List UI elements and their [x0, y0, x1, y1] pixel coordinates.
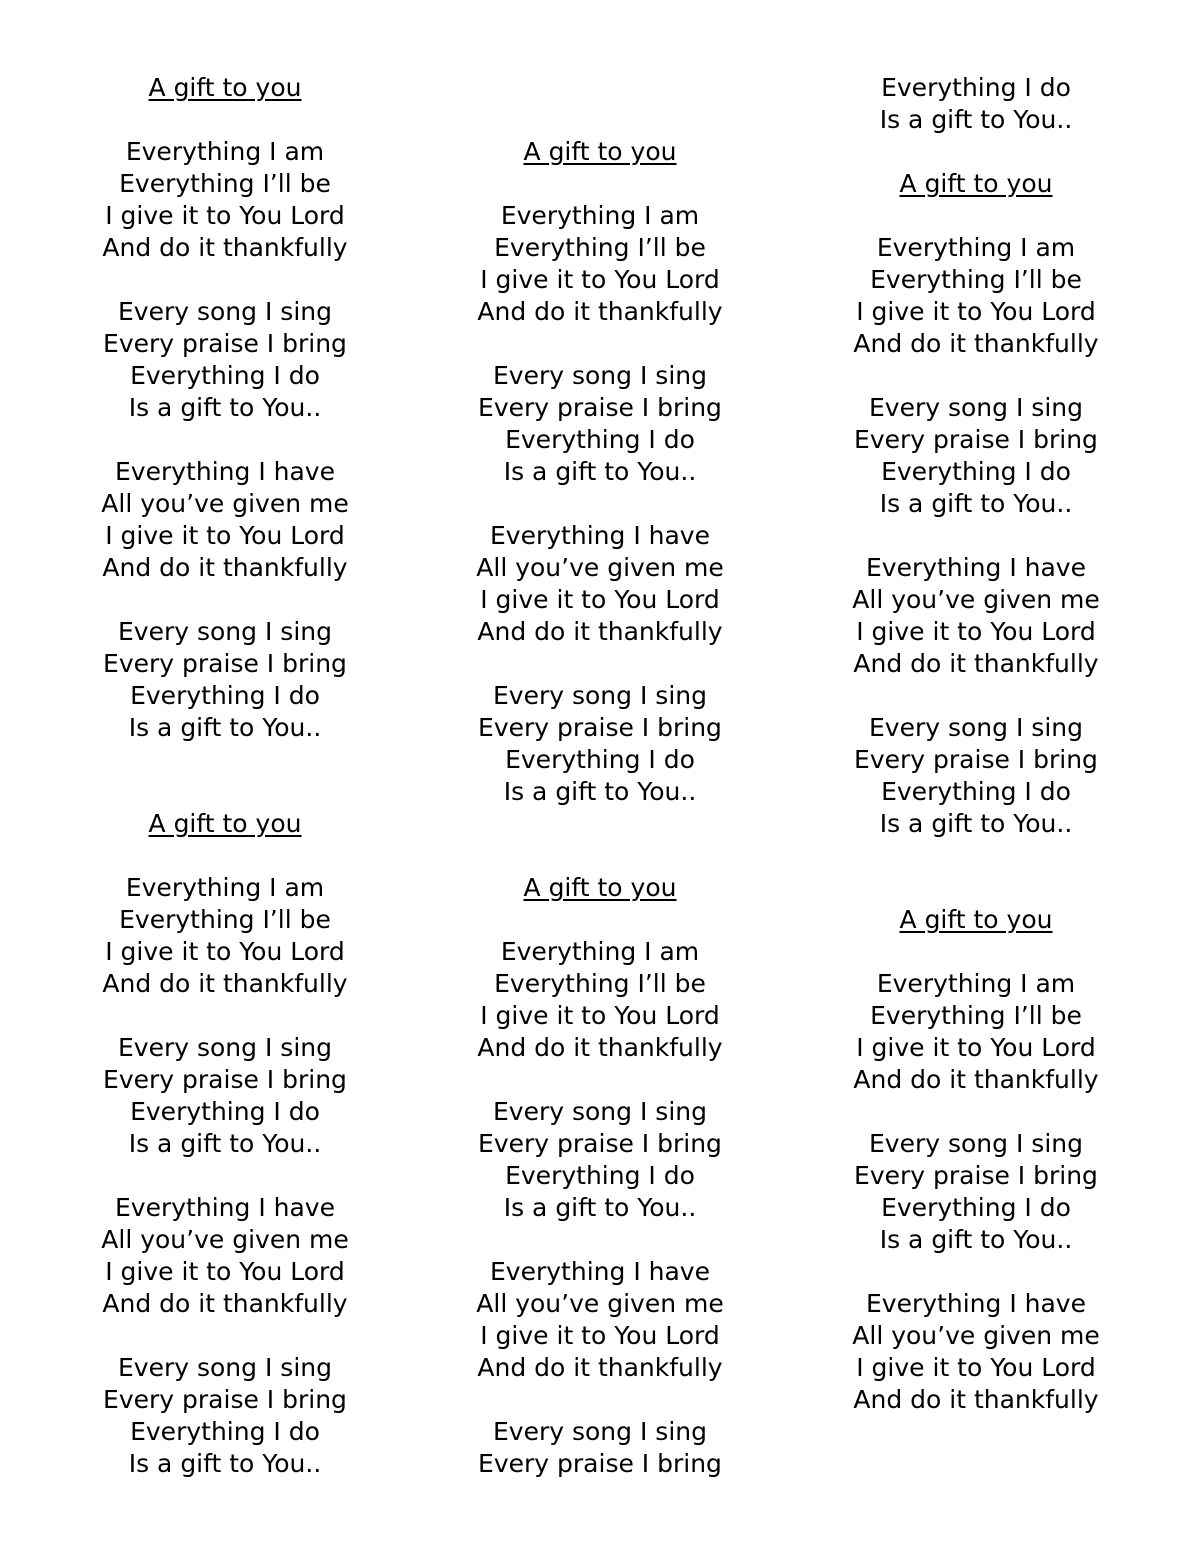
lyric-line: Everything I do [881, 73, 1071, 102]
lyric-line: Everything I do [505, 425, 695, 454]
lyric-line: Every praise I bring [854, 1161, 1098, 1190]
lyric-line: Every praise I bring [854, 425, 1098, 454]
lyric-line: Everything I have [866, 1289, 1086, 1318]
lyric-line: Everything I’ll be [870, 265, 1082, 294]
lyric-line: And do it thankfully [102, 1289, 348, 1318]
lyric-line: Every song I sing [118, 617, 332, 646]
lyric-line: Every song I sing [493, 1417, 707, 1446]
lyric-line: Is a gift to You.. [128, 713, 322, 742]
lyric-line: I give it to You Lord [856, 1033, 1096, 1062]
song-title: A gift to you [523, 873, 677, 902]
lyric-line: Everything I have [115, 457, 335, 486]
lyric-line: All you’ve given me [852, 585, 1100, 614]
lyric-line: Every praise I bring [103, 329, 347, 358]
lyric-line: Every song I sing [869, 1129, 1083, 1158]
lyric-line: Everything I’ll be [119, 169, 331, 198]
column-left [55, 72, 395, 1480]
lyric-line: Everything I have [490, 521, 710, 550]
lyric-line: Everything I am [125, 137, 325, 166]
lyric-line: Every song I sing [493, 361, 707, 390]
lyric-line: And do it thankfully [853, 329, 1099, 358]
lyric-line: And do it thankfully [102, 969, 348, 998]
lyric-line: And do it thankfully [477, 297, 723, 326]
lyric-line: Everything I’ll be [119, 905, 331, 934]
lyric-line: I give it to You Lord [480, 1321, 720, 1350]
lyric-line: Everything I do [130, 1417, 320, 1446]
song-title: A gift to you [148, 73, 302, 102]
lyric-line: I give it to You Lord [105, 201, 345, 230]
lyric-line: Everything I am [876, 233, 1076, 262]
lyric-line: Is a gift to You.. [128, 393, 322, 422]
lyric-line: And do it thankfully [102, 233, 348, 262]
lyric-line: Every praise I bring [478, 1129, 722, 1158]
lyric-line: I give it to You Lord [856, 617, 1096, 646]
lyric-line: Everything I have [866, 553, 1086, 582]
lyric-line: Is a gift to You.. [128, 1129, 322, 1158]
lyric-line: And do it thankfully [853, 649, 1099, 678]
column-middle [430, 72, 770, 1480]
lyric-line: Everything I do [505, 1161, 695, 1190]
lyric-line: I give it to You Lord [480, 585, 720, 614]
lyric-line: Everything I do [130, 361, 320, 390]
column-right [806, 72, 1146, 1416]
lyric-line: Everything I’ll be [870, 1001, 1082, 1030]
lyric-line: Every praise I bring [103, 1385, 347, 1414]
lyric-line: Every praise I bring [478, 713, 722, 742]
lyric-line: Every song I sing [118, 1353, 332, 1382]
lyric-line: Everything I am [125, 873, 325, 902]
lyric-line: All you’ve given me [101, 489, 349, 518]
lyric-line: All you’ve given me [852, 1321, 1100, 1350]
lyric-line: All you’ve given me [101, 1225, 349, 1254]
lyric-line: I give it to You Lord [105, 1257, 345, 1286]
song-title: A gift to you [899, 169, 1053, 198]
lyric-line: Is a gift to You.. [503, 457, 697, 486]
lyric-line: Everything I do [881, 777, 1071, 806]
lyric-line: And do it thankfully [477, 617, 723, 646]
lyric-line: And do it thankfully [853, 1065, 1099, 1094]
lyric-line: Every song I sing [493, 1097, 707, 1126]
lyric-line: Every song I sing [869, 393, 1083, 422]
lyric-line: Is a gift to You.. [879, 1225, 1073, 1254]
lyric-line: Every song I sing [118, 1033, 332, 1062]
lyric-line: Everything I am [876, 969, 1076, 998]
lyric-line: Everything I have [490, 1257, 710, 1286]
lyric-line: And do it thankfully [477, 1353, 723, 1382]
lyric-line: Every praise I bring [103, 649, 347, 678]
lyric-line: Every song I sing [869, 713, 1083, 742]
song-title: A gift to you [148, 809, 302, 838]
lyric-line: Everything I do [130, 1097, 320, 1126]
lyric-line: Everything I am [500, 937, 700, 966]
lyric-line: I give it to You Lord [105, 521, 345, 550]
lyric-line: Every song I sing [118, 297, 332, 326]
lyric-line: Everything I am [500, 201, 700, 230]
lyric-line: Every praise I bring [103, 1065, 347, 1094]
lyric-line: Everything I do [505, 745, 695, 774]
lyric-line: Is a gift to You.. [503, 777, 697, 806]
lyric-line: And do it thankfully [102, 553, 348, 582]
song-title: A gift to you [899, 905, 1053, 934]
lyric-line: Every praise I bring [478, 1449, 722, 1478]
lyric-line: Every song I sing [493, 681, 707, 710]
lyric-line: Is a gift to You.. [879, 489, 1073, 518]
lyric-line: Everything I’ll be [494, 233, 706, 262]
lyric-line: Everything I do [881, 457, 1071, 486]
lyric-line: Is a gift to You.. [128, 1449, 322, 1478]
lyric-line: Is a gift to You.. [879, 809, 1073, 838]
lyric-line: Is a gift to You.. [879, 105, 1073, 134]
lyric-line: I give it to You Lord [856, 297, 1096, 326]
lyric-line: Is a gift to You.. [503, 1193, 697, 1222]
lyric-line: I give it to You Lord [480, 1001, 720, 1030]
lyric-line: I give it to You Lord [856, 1353, 1096, 1382]
lyric-line: Every praise I bring [854, 745, 1098, 774]
lyric-line: And do it thankfully [853, 1385, 1099, 1414]
lyric-line: And do it thankfully [477, 1033, 723, 1062]
lyric-line: All you’ve given me [476, 1289, 724, 1318]
lyric-line: Every praise I bring [478, 393, 722, 422]
lyric-line: Everything I do [130, 681, 320, 710]
lyric-line: Everything I’ll be [494, 969, 706, 998]
lyric-line: Everything I do [881, 1193, 1071, 1222]
lyric-line: I give it to You Lord [105, 937, 345, 966]
song-title: A gift to you [523, 137, 677, 166]
lyric-line: I give it to You Lord [480, 265, 720, 294]
lyric-line: All you’ve given me [476, 553, 724, 582]
lyric-line: Everything I have [115, 1193, 335, 1222]
